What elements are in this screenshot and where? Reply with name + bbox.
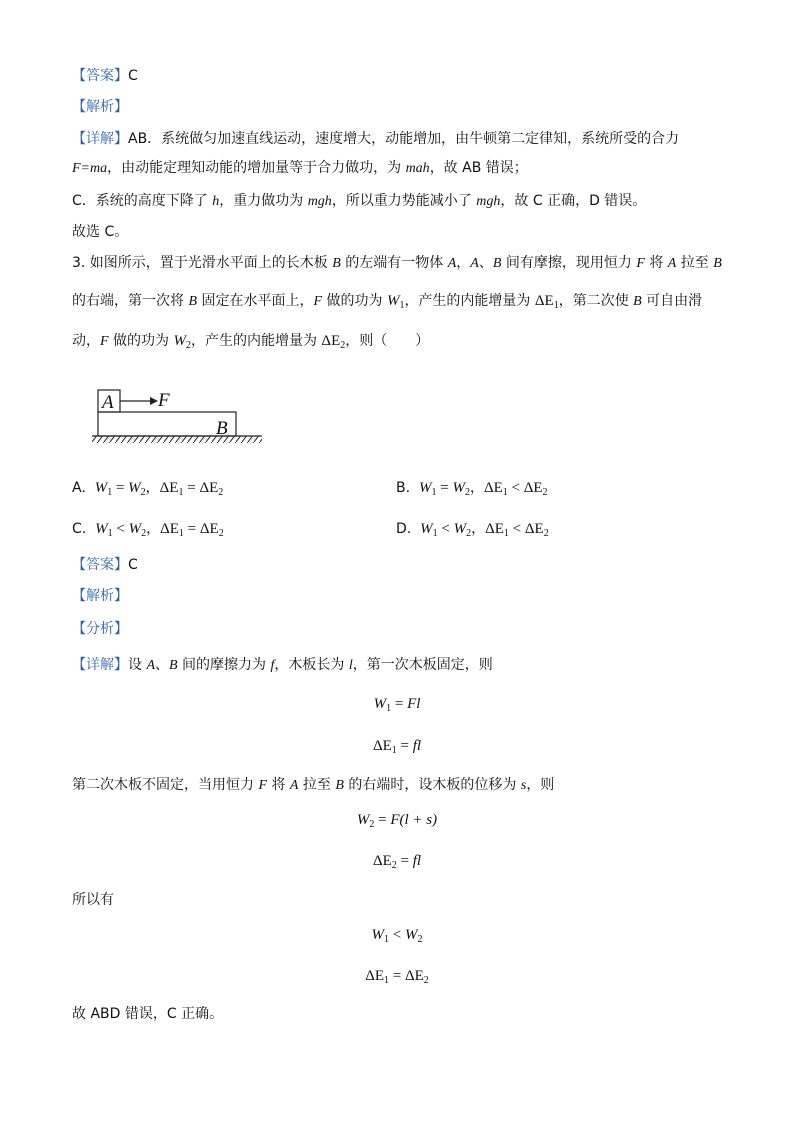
ground-hatch xyxy=(92,436,262,443)
answer-line-1 xyxy=(72,66,138,86)
choose-line-1: 故选 C。 xyxy=(72,224,129,240)
force-arrow-head xyxy=(150,397,158,405)
second-case-line: 第二次木板不固定，当用恒力 F 将 A 拉至 B 的右端时，设木板的位移为 s，则 xyxy=(72,777,555,793)
label-f: F xyxy=(158,390,170,411)
question-line-3: 动，F 做的功为 $W_2$，产生的内能增量为 $\Delta E_2$，则（ ） xyxy=(72,333,430,351)
analysis-tag-1: 【解析】 xyxy=(72,99,128,115)
option-c-explanation: C．系统的高度下降了 h，重力做功为 mgh，所以重力势能减小了 mgh，故 C 正确，D 错误。 xyxy=(72,193,647,209)
option-b[interactable]: B. $W_1 = W_2$，$\Delta E_1 < \Delta E_2$ xyxy=(396,480,548,498)
fenxi-tag: 【分析】 xyxy=(72,621,128,637)
option-a[interactable]: A. $W_1 = W_2$，$\Delta E_1 = \Delta E_2$ xyxy=(72,480,224,498)
equation-w-compare: $W_1 < W_2$ xyxy=(371,927,423,945)
answer-line-2: 【答案】C xyxy=(72,557,138,573)
equation-w1: $W_1 = Fl$ xyxy=(373,696,421,714)
analysis-tag-2: 【解析】 xyxy=(72,588,128,604)
equation-de2: $\Delta E_2$ = fl xyxy=(372,853,422,871)
equation-w2: $W_2 = F(l + s)$ xyxy=(356,812,438,830)
option-c[interactable]: C. $W_1 < W_2$，$\Delta E_1 = \Delta E_2$ xyxy=(72,521,224,539)
block-board-diagram xyxy=(92,386,272,446)
therefore-line: 所以有 xyxy=(72,892,114,908)
conclusion-line: 故 ABD 错误，C 正确。 xyxy=(72,1006,224,1022)
question-line-1: 3. 如图所示，置于光滑水平面上的长木板 B 的左端有一物体 A，A、B 间有摩擦，现用恒力 F 将 A 拉至 B xyxy=(72,255,722,271)
option-d[interactable]: D. $W_1 < W_2$，$\Delta E_1 < \Delta E_2$ xyxy=(396,521,549,539)
detail-line-2: F=ma，由动能定理知动能的增加量等于合力做功，为 mah，故 AB 错误； xyxy=(72,160,528,176)
label-b: B xyxy=(216,418,228,439)
equation-de1: $\Delta E_1$ = fl xyxy=(372,738,422,756)
detail-line-1: 【详解】AB．系统做匀加速直线运动，速度增大，动能增加，由牛顿第二定律知，系统所受的合力 xyxy=(72,131,680,147)
label-a: A xyxy=(102,392,114,413)
detail-line-3: 【详解】设 A、B 间的摩擦力为 f，木板长为 l，第一次木板固定，则 xyxy=(72,657,493,673)
answer-value: C xyxy=(128,68,138,84)
answer-tag: 【答案】 xyxy=(72,68,128,84)
question-line-2: 的右端，第一次将 B 固定在水平面上，F 做的功为 $W_1$，产生的内能增量为 $\Delta E_1$，第二次使 B 可自由滑 xyxy=(72,293,703,311)
equation-de-compare: $\Delta E_1 = \Delta E_2$ xyxy=(365,968,429,986)
